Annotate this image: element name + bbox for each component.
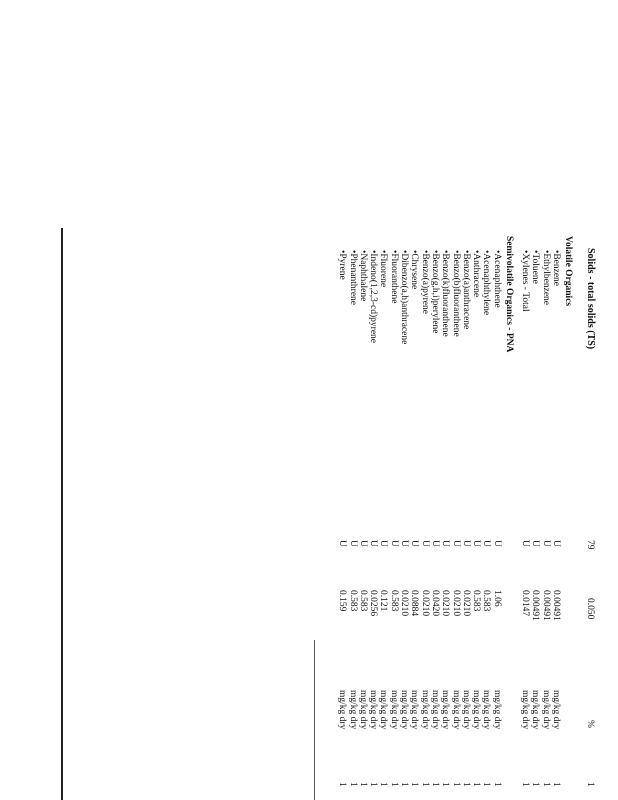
dilution-cell: 1 bbox=[419, 782, 430, 787]
dilution-cell: 1 bbox=[530, 782, 541, 787]
table-row bbox=[357, 0, 369, 800]
reporting-limit-cell: 0.0147 bbox=[520, 590, 531, 617]
dilution-cell: 1 bbox=[491, 782, 502, 787]
units-cell: mg/kg dry bbox=[540, 690, 551, 730]
dilution-cell: 1 bbox=[430, 782, 440, 787]
reporting-limit-cell: 0.0210 bbox=[419, 590, 430, 617]
table-row bbox=[481, 0, 493, 800]
analyte-name: •Toluene bbox=[530, 250, 541, 284]
qualifier-cell: U bbox=[388, 540, 399, 547]
reporting-limit-cell: 0.583 bbox=[481, 590, 492, 612]
dilution-cell: 1 bbox=[450, 782, 461, 787]
qualifier-cell: U bbox=[409, 540, 420, 547]
table-row bbox=[388, 0, 400, 800]
reporting-limit-cell: 0.583 bbox=[347, 590, 358, 612]
units-cell: mg/kg dry bbox=[440, 690, 451, 730]
table-row bbox=[540, 0, 552, 800]
table-row bbox=[378, 0, 390, 800]
qualifier-cell: U bbox=[399, 540, 410, 547]
analyte-name: •Chrysene bbox=[409, 250, 420, 290]
dilution-cell: 1 bbox=[368, 782, 379, 787]
qualifier-cell: U bbox=[419, 540, 430, 547]
dilution-cell: 1 bbox=[347, 782, 358, 787]
reporting-limit-cell: 0.0420 bbox=[430, 590, 440, 617]
units-cell: mg/kg dry bbox=[357, 690, 368, 730]
dilution-cell: 1 bbox=[337, 782, 348, 787]
reporting-limit-cell: 0.0210 bbox=[399, 590, 410, 617]
analyte-name: •Indeno(1,2,3-cd)pyrene bbox=[368, 250, 379, 344]
section-title: Volatile Organics bbox=[563, 236, 573, 307]
reporting-limit-cell: 0.583 bbox=[357, 590, 368, 612]
analyte-name: •Benzo(g,h,i)perylene bbox=[430, 250, 440, 334]
dilution-cell: 1 bbox=[388, 782, 399, 787]
analyte-name: •Benzo(a)pyrene bbox=[419, 250, 430, 314]
header-units: % bbox=[585, 720, 595, 728]
table-row bbox=[529, 0, 541, 800]
section-title-row bbox=[503, 0, 515, 800]
table-row bbox=[470, 0, 482, 800]
reporting-limit-cell: 0.0884 bbox=[409, 590, 420, 617]
reporting-limit-cell: 0.121 bbox=[378, 590, 389, 612]
section-title-row bbox=[562, 0, 574, 800]
dilution-cell: 1 bbox=[409, 782, 420, 787]
reporting-limit-cell: 0.159 bbox=[337, 590, 348, 612]
reporting-limit-cell: 0.0210 bbox=[450, 590, 461, 617]
section-title: Semivolatile Organics - PNA bbox=[503, 236, 514, 353]
units-cell: mg/kg dry bbox=[337, 690, 348, 730]
qualifier-cell: U bbox=[430, 540, 440, 547]
table-header-row bbox=[584, 0, 596, 800]
dilution-cell: 1 bbox=[471, 782, 482, 787]
reporting-limit-cell: 1.06 bbox=[491, 590, 502, 607]
analyte-name: •Benzo(k)fluoranthene bbox=[440, 250, 451, 337]
qualifier-cell: U bbox=[378, 540, 389, 547]
units-cell: mg/kg dry bbox=[409, 690, 420, 730]
analyte-name: •Ethylbenzene bbox=[540, 250, 551, 306]
analyte-name: •Phenanthrene bbox=[347, 250, 358, 306]
qualifier-cell: U bbox=[460, 540, 471, 547]
qualifier-cell: U bbox=[347, 540, 358, 547]
dilution-cell: 1 bbox=[551, 782, 561, 787]
dilution-cell: 1 bbox=[399, 782, 410, 787]
header-dilution: 1 bbox=[585, 782, 595, 787]
table-row bbox=[336, 0, 348, 800]
units-cell: mg/kg dry bbox=[551, 690, 561, 730]
table-row bbox=[398, 0, 410, 800]
dilution-cell: 1 bbox=[378, 782, 389, 787]
qualifier-cell: U bbox=[471, 540, 482, 547]
analyte-name: •Fluoranthene bbox=[388, 250, 399, 304]
analyte-name: •Fluorene bbox=[378, 250, 389, 288]
dilution-cell: 1 bbox=[540, 782, 551, 787]
units-cell: mg/kg dry bbox=[491, 690, 502, 730]
units-cell: mg/kg dry bbox=[450, 690, 461, 730]
qualifier-cell: U bbox=[491, 540, 502, 547]
units-cell: mg/kg dry bbox=[481, 690, 492, 730]
analyte-name: •Acenaphthene bbox=[491, 250, 502, 308]
table-row bbox=[491, 0, 503, 800]
units-cell: mg/kg dry bbox=[530, 690, 541, 730]
qualifier-cell: U bbox=[440, 540, 451, 547]
units-cell: mg/kg dry bbox=[378, 690, 389, 730]
units-cell: mg/kg dry bbox=[430, 690, 440, 730]
units-cell: mg/kg dry bbox=[419, 690, 430, 730]
dilution-cell: 1 bbox=[520, 782, 531, 787]
analyte-name: •Benzo(a)anthracene bbox=[460, 250, 471, 330]
table-row bbox=[367, 0, 379, 800]
units-cell: mg/kg dry bbox=[368, 690, 379, 730]
analyte-name: •Anthracene bbox=[471, 250, 482, 298]
analyte-name: •Dibenzo(a,h)anthracene bbox=[399, 250, 410, 345]
reporting-limit-cell: 0.00491 bbox=[540, 590, 551, 621]
analyte-name: •Acenaphthylene bbox=[481, 250, 492, 316]
units-cell: mg/kg dry bbox=[471, 690, 482, 730]
qualifier-cell: U bbox=[481, 540, 492, 547]
reporting-limit-cell: 0.0256 bbox=[368, 590, 379, 617]
dilution-cell: 1 bbox=[440, 782, 451, 787]
dilution-cell: 1 bbox=[460, 782, 471, 787]
table-row bbox=[347, 0, 359, 800]
units-cell: mg/kg dry bbox=[347, 690, 358, 730]
header-reporting-limit: 0.050 bbox=[585, 598, 595, 620]
qualifier-cell: U bbox=[337, 540, 348, 547]
analyte-name: •Benzene bbox=[551, 250, 561, 287]
analyte-name: •Pyrene bbox=[337, 250, 348, 280]
qualifier-cell: U bbox=[368, 540, 379, 547]
units-cell: mg/kg dry bbox=[388, 690, 399, 730]
table-row bbox=[550, 0, 562, 800]
dilution-cell: 1 bbox=[357, 782, 368, 787]
table-row bbox=[519, 0, 531, 800]
reporting-limit-cell: 0.0210 bbox=[440, 590, 451, 617]
qualifier-cell: U bbox=[530, 540, 541, 547]
units-cell: mg/kg dry bbox=[399, 690, 410, 730]
qualifier-cell: U bbox=[551, 540, 561, 547]
header-parameter: Solids - total solids (TS) bbox=[585, 248, 596, 350]
reporting-limit-cell: 0.00491 bbox=[551, 590, 561, 621]
table-row bbox=[450, 0, 462, 800]
reporting-limit-cell: 0.0210 bbox=[460, 590, 471, 617]
header-result: 79 bbox=[585, 540, 595, 550]
table-row bbox=[408, 0, 420, 800]
analyte-name: •Benzo(b)fluoranthene bbox=[450, 250, 461, 337]
reporting-limit-cell: 0.583 bbox=[388, 590, 399, 612]
reporting-limit-cell: 0.00491 bbox=[530, 590, 541, 621]
reporting-limit-cell: 0.583 bbox=[471, 590, 482, 612]
table-row bbox=[460, 0, 472, 800]
units-cell: mg/kg dry bbox=[460, 690, 471, 730]
dilution-cell: 1 bbox=[481, 782, 492, 787]
qualifier-cell: U bbox=[540, 540, 551, 547]
table-row bbox=[429, 0, 441, 800]
qualifier-cell: U bbox=[520, 540, 531, 547]
qualifier-cell: U bbox=[450, 540, 461, 547]
analyte-name: •Xylenes - Total bbox=[520, 250, 531, 312]
qualifier-cell: U bbox=[357, 540, 368, 547]
analyte-name: •Naphthalene bbox=[357, 250, 368, 302]
units-cell: mg/kg dry bbox=[520, 690, 531, 730]
table-row bbox=[419, 0, 431, 800]
table-row bbox=[439, 0, 451, 800]
